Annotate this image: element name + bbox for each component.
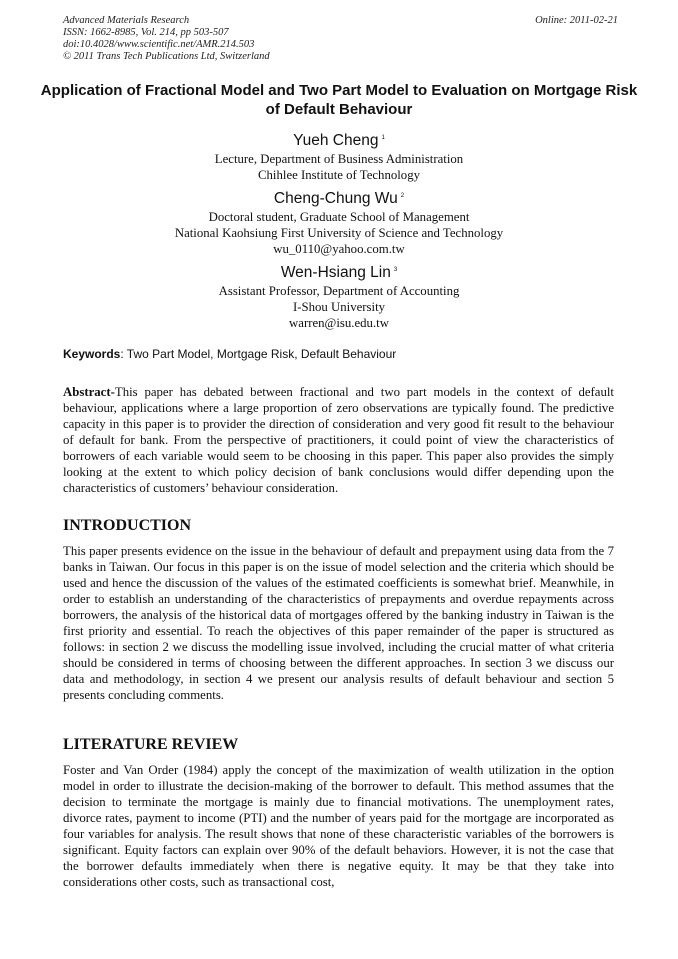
author-name: Yueh Cheng <box>293 132 379 149</box>
abstract-label: Abstract <box>63 385 111 399</box>
author-affiliation-line: Assistant Professor, Department of Accounting <box>218 284 460 298</box>
journal-doi[interactable]: doi:10.4028/www.scientific.net/AMR.214.503 <box>63 39 255 50</box>
abstract-dash: - <box>110 385 115 399</box>
section-heading-literature-review: LITERATURE REVIEW <box>63 736 239 753</box>
abstract <box>63 384 614 496</box>
author-affiliation-line: Lecture, Department of Business Administration <box>214 152 464 166</box>
journal-name: Advanced Materials Research <box>63 15 190 26</box>
author-email[interactable]: wu_0110@yahoo.com.tw <box>273 242 405 256</box>
abstract-text: This paper has debated between fractional and two part models in the context of default behaviour, applications where a large proportion of zero observations are typically found. The predictive capacity in this paper is to provider the direction of consideration and very good fit result to the behaviour of default for bank. From the perspective of practitioners, it could point of view the characteristics of borrowers of each variable would seem to be choosing in this paper. This paper also provides the simply looking at the extent to which policy decision of bank conclusions would differ depending upon the characteristics of customers’ behaviour consideration. <box>63 385 614 495</box>
author-marker: 1 <box>381 135 385 141</box>
section-heading-introduction: INTRODUCTION <box>63 517 192 534</box>
paper-title: Application of Fractional Model and Two Part Model to Evaluation on Mortgage Risk of Default Behaviour <box>40 82 638 118</box>
author-3 <box>0 260 678 331</box>
author-block <box>0 128 678 334</box>
author-name: Wen-Hsiang Lin <box>280 264 391 281</box>
introduction-paragraph: This paper presents evidence on the issue in the behaviour of default and prepayment using data from the 7 banks in Taiwan. Our focus in this paper is on the issue of model selection and the criteria which should be used and hence the discussion of the values of the estimated coefficients is somewhat brief. Meanwhile, in order to establish an understanding of the characteristics of prepayments and overdue repayments across borrowers, the analysis of the historical data of mortgages offered by the banking industry in Taiwan is the first priority and essential. To reach the objectives of this paper remainder of the paper is structured as follows: in section 2 we discuss the modelling issue involved, including the crucial matter of what criteria should be considered in terms of choosing between the different approaches. In section 3 we discuss our data and methodology, in section 4 we present our analysis results of default behaviour and section 5 presents concluding comments. <box>63 544 614 702</box>
author-marker: 3 <box>393 267 398 273</box>
author-1 <box>0 128 678 183</box>
keywords <box>63 347 396 361</box>
author-marker: 2 <box>400 193 405 199</box>
keywords-text: : Two Part Model, Mortgage Risk, Default Behaviour <box>120 347 397 361</box>
author-name: Cheng-Chung Wu <box>273 190 398 207</box>
keywords-label: Keywords <box>63 347 121 361</box>
author-2 <box>0 186 678 257</box>
journal-copyright: © 2011 Trans Tech Publications Ltd, Switzerland <box>63 51 270 62</box>
online-date: Online: 2011-02-21 <box>535 15 618 26</box>
author-affiliation-line: National Kaohsiung First University of Science and Technology <box>174 226 504 240</box>
journal-header <box>63 15 618 63</box>
author-affiliation-line: Doctoral student, Graduate School of Management <box>208 210 470 224</box>
author-affiliation-line: I-Shou University <box>292 300 386 314</box>
literature-review-paragraph: Foster and Van Order (1984) apply the concept of the maximization of wealth utilization in the option model in order to illustrate the decision-making of the borrower to default. This method assumes that the decision to terminate the mortgage is mainly due to financial motivations. The unemployment rates, divorce rates, payment to income (PTI) and the number of years paid for the mortgage are incorporated as four variables for analysis. The result shows that none of these characteristic variables of the borrowers is significant. Equity factors can explain over 90% of the default behaviors. However, it is not the case that the borrower defaults immediately when there is negative equity. It may be that they take into considerations other costs, such as transactional cost, <box>63 763 614 889</box>
author-email[interactable]: warren@isu.edu.tw <box>289 316 389 330</box>
author-affiliation-line: Chihlee Institute of Technology <box>258 168 420 182</box>
journal-issn: ISSN: 1662-8985, Vol. 214, pp 503-507 <box>63 27 229 38</box>
